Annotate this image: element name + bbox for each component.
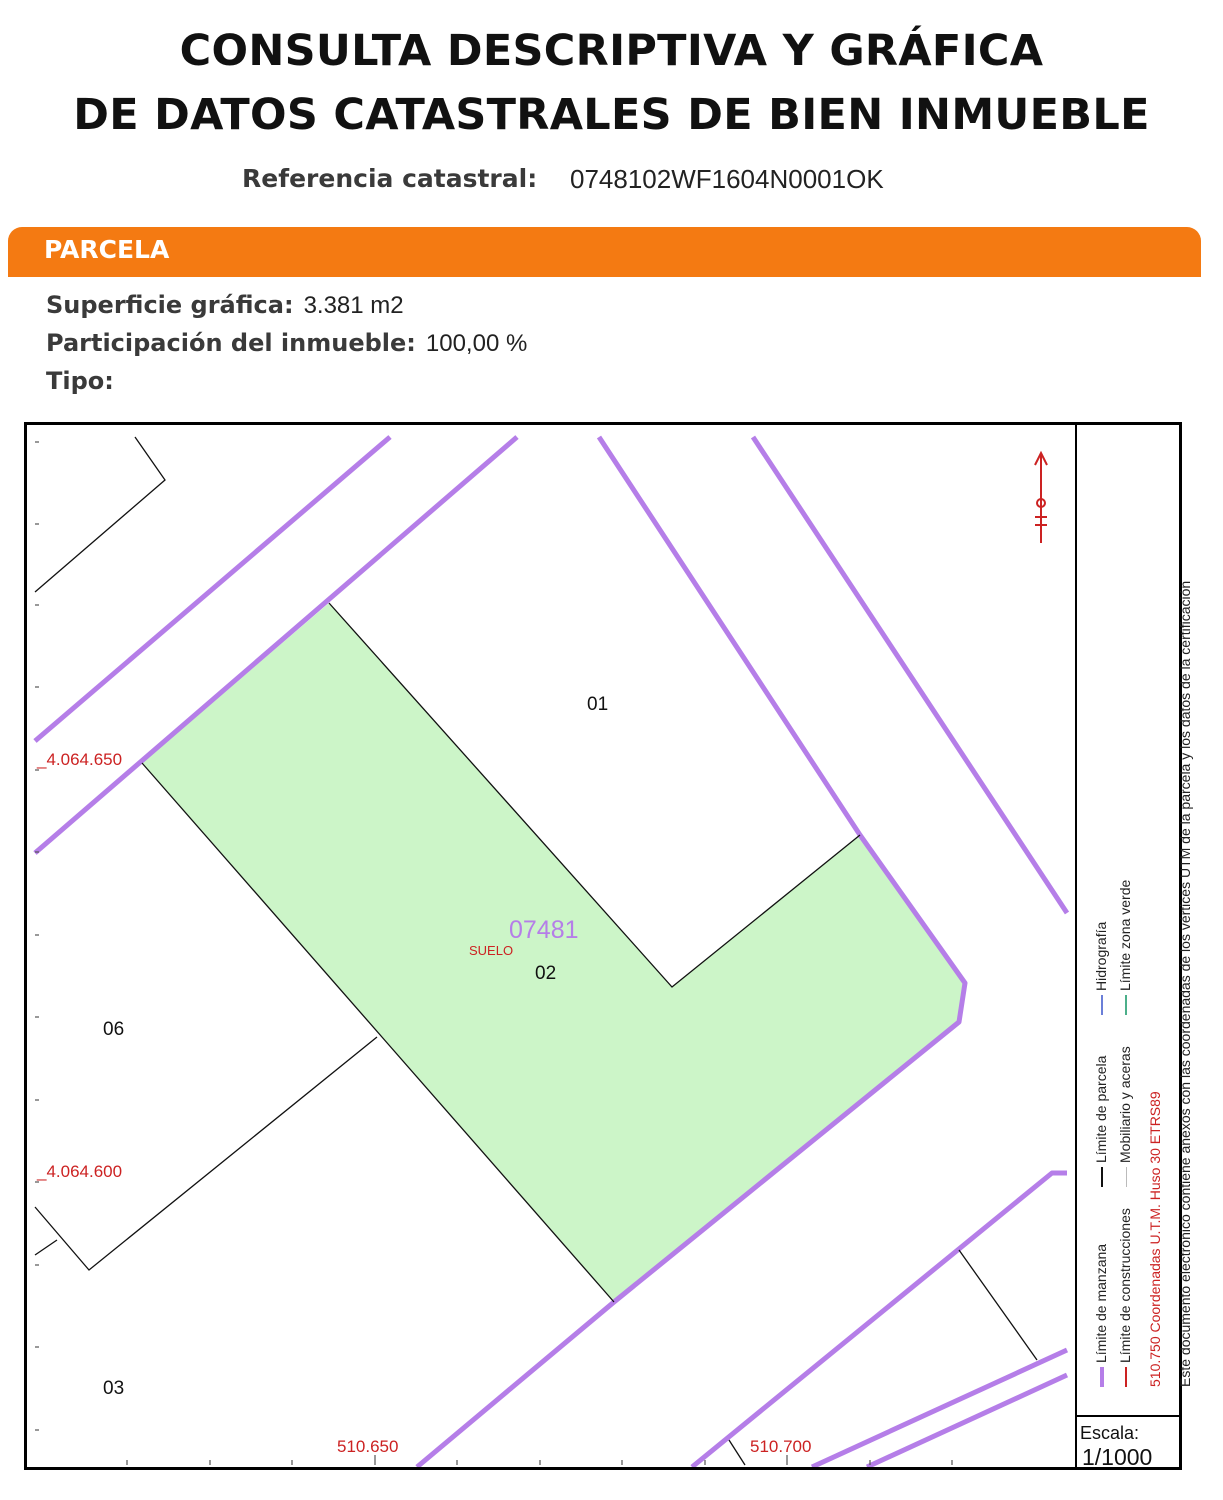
section-header-parcela xyxy=(8,227,1201,277)
page-title-line1: CONSULTA DESCRIPTIVA Y GRÁFICA xyxy=(179,26,1044,76)
legend-swatch-hidrografia xyxy=(1101,995,1103,1015)
parcel-label-01: 01 xyxy=(587,694,609,715)
legend-text-parcela: Límite de parcela xyxy=(1093,1055,1109,1163)
legend-text-hidrografia: Hidrografía xyxy=(1093,921,1109,991)
suelo-label: SUELO xyxy=(469,943,514,958)
participacion-value: 100,00 % xyxy=(425,330,528,357)
legend-text-mobiliario: Mobiliario y aceras xyxy=(1117,1046,1133,1163)
legend-swatch-construcciones xyxy=(1125,1367,1127,1387)
reference-row xyxy=(0,164,1223,198)
section-title: PARCELA xyxy=(44,235,170,264)
page-title-line2: DE DATOS CATASTRALES DE BIEN INMUEBLE xyxy=(73,90,1150,140)
scale-label: Escala: xyxy=(1080,1423,1140,1443)
legend-swatch-parcela xyxy=(1101,1167,1103,1187)
legend-item-hidrografia xyxy=(1093,922,1109,1015)
tipo-row xyxy=(46,367,114,395)
x-coord-label-2: 510.700 xyxy=(750,1437,812,1456)
legend-item-parcela xyxy=(1093,1056,1109,1187)
legend-item-zona-verde xyxy=(1117,880,1133,1015)
legend-nota: Este documento electrónico contiene anexos con las coordenadas de los vértices UTM de la parcela y los datos de la certificación xyxy=(1177,580,1193,1387)
superficie-label: Superficie gráfica: xyxy=(46,291,294,319)
block-label: 07481 xyxy=(509,916,579,944)
reference-label: Referencia catastral: xyxy=(242,164,538,193)
parcel-label-02: 02 xyxy=(535,963,557,984)
legend-text-zona-verde: Límite zona verde xyxy=(1117,879,1133,991)
x-coord-label-1: 510.650 xyxy=(337,1437,399,1456)
y-coord-label-2: _4.064.600 xyxy=(37,1162,123,1181)
parcel-02-shape xyxy=(142,603,965,1302)
scale-box xyxy=(1075,1415,1179,1469)
y-coord-label-1: _4.064.650 xyxy=(37,750,123,769)
superficie-row xyxy=(46,291,404,320)
map-canvas xyxy=(27,425,1179,1467)
legend-item-manzana xyxy=(1093,1244,1109,1387)
reference-value: 0748102WF1604N0001OK xyxy=(570,164,884,194)
north-arrow-icon xyxy=(1035,453,1047,543)
legend-coordenadas: 510.750 Coordenadas U.T.M. Huso 30 ETRS89 xyxy=(1147,1091,1163,1387)
parcel-label-03: 03 xyxy=(103,1378,125,1399)
legend-text-manzana: Límite de manzana xyxy=(1093,1243,1109,1363)
legend-text-construcciones: Límite de construcciones xyxy=(1117,1208,1133,1363)
parcel-label-06: 06 xyxy=(103,1019,125,1040)
legend-separator xyxy=(1075,425,1077,1467)
scale-value: 1/1000 xyxy=(1082,1444,1153,1470)
legend-item-construcciones xyxy=(1117,1208,1133,1387)
legend-item-mobiliario xyxy=(1117,1046,1133,1187)
legend-swatch-manzana xyxy=(1100,1367,1104,1387)
cadastral-map xyxy=(24,422,1193,1470)
map-legend xyxy=(1083,387,1193,1387)
legend-swatch-mobiliario xyxy=(1126,1167,1127,1187)
legend-swatch-zona-verde xyxy=(1125,995,1127,1015)
superficie-value: 3.381 m2 xyxy=(303,292,404,319)
tipo-label: Tipo: xyxy=(46,367,114,395)
participacion-label: Participación del inmueble: xyxy=(46,329,416,357)
participacion-row xyxy=(46,329,527,358)
